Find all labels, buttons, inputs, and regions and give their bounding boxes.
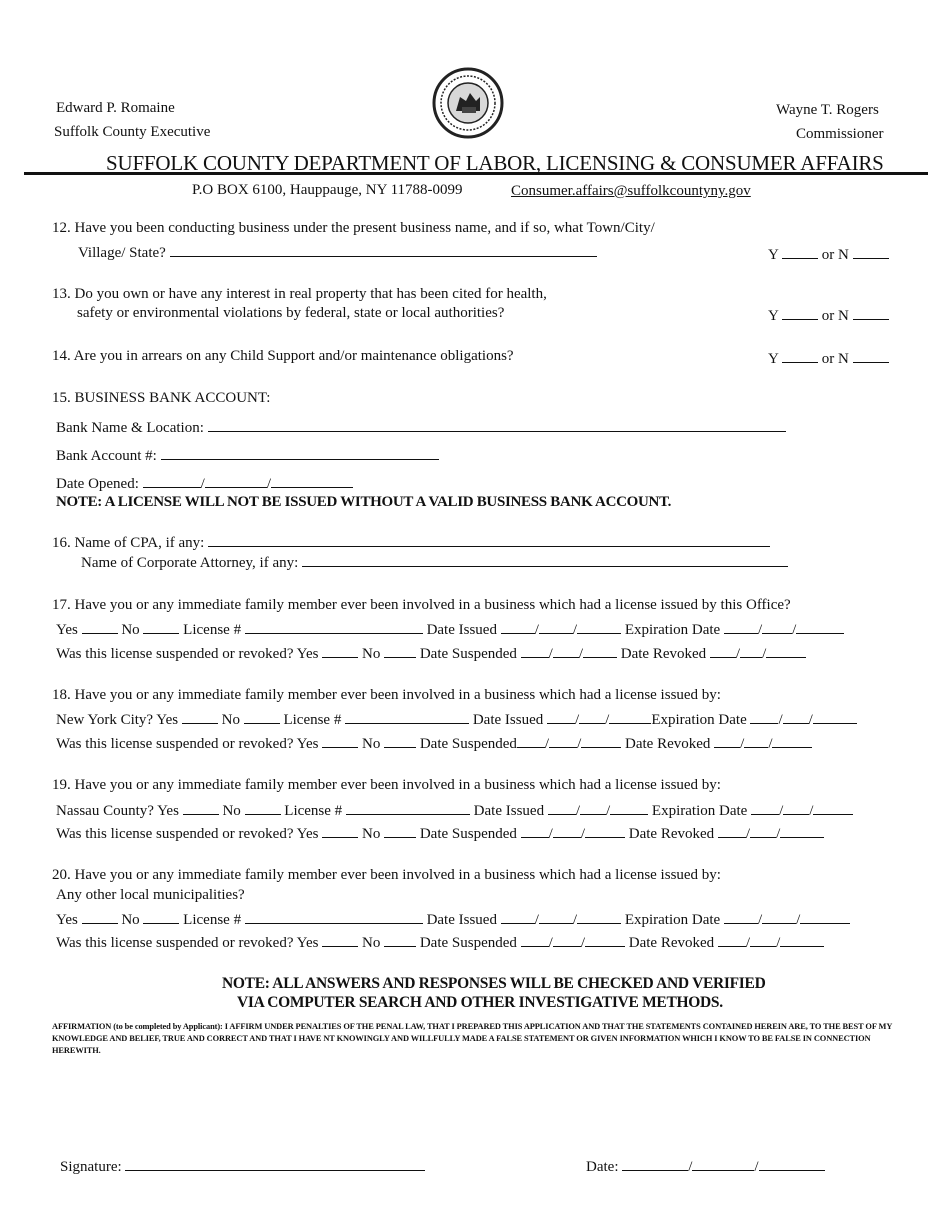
q20-suspended-row: Was this license suspended or revoked? Yes No Date Suspended / / Date Revoked / /	[56, 932, 824, 952]
question-17-text: 17. Have you or any immediate family member ever been involved in a business which had a license issued by this Office?	[52, 597, 791, 613]
signature-row: Signature:	[60, 1156, 425, 1176]
q20-yes-field[interactable]	[82, 909, 118, 924]
q13-yes-field[interactable]	[782, 305, 818, 320]
question-20-text: 20. Have you or any immediate family member ever been involved in a business which had a license issued by:	[52, 867, 721, 883]
q19-rev-month[interactable]	[718, 823, 746, 838]
q17-exp-month[interactable]	[724, 619, 758, 634]
q19-issued-year[interactable]	[610, 800, 648, 815]
q14-yes-field[interactable]	[782, 348, 818, 363]
q17-no-field[interactable]	[143, 619, 179, 634]
q20-exp-month[interactable]	[724, 909, 758, 924]
q19-yes-field[interactable]	[183, 800, 219, 815]
q17-issued-month[interactable]	[501, 619, 535, 634]
bank-name-field[interactable]	[208, 417, 786, 432]
q20-susp-month[interactable]	[521, 932, 549, 947]
q18-susp-yes-field[interactable]	[322, 733, 358, 748]
question-12-yn: Y or N	[768, 244, 889, 264]
q20-issued-year[interactable]	[577, 909, 621, 924]
q19-exp-month[interactable]	[751, 800, 779, 815]
department-address: P.O BOX 6100, Hauppauge, NY 11788-0099	[192, 182, 463, 198]
signature-field[interactable]	[125, 1156, 425, 1171]
county-executive-name: Edward P. Romaine	[56, 100, 175, 116]
q20-no-field[interactable]	[143, 909, 179, 924]
q20-issued-month[interactable]	[501, 909, 535, 924]
bank-account-row: Bank Account #:	[56, 445, 439, 465]
date-opened-day[interactable]	[205, 473, 267, 488]
q19-rev-year[interactable]	[780, 823, 824, 838]
cpa-field[interactable]	[208, 532, 770, 547]
q17-license-row: Yes No License # Date Issued / / Expiration Date / /	[56, 619, 844, 639]
date-opened-year[interactable]	[271, 473, 353, 488]
date-opened-row: Date Opened: / /	[56, 473, 353, 493]
q19-susp-no-field[interactable]	[384, 823, 416, 838]
q19-susp-yes-field[interactable]	[322, 823, 358, 838]
q18-yes-field[interactable]	[182, 709, 218, 724]
question-13-yn: Y or N	[768, 305, 889, 325]
bank-account-note: NOTE: A LICENSE WILL NOT BE ISSUED WITHOUT A VALID BUSINESS BANK ACCOUNT.	[56, 494, 672, 510]
q17-susp-year[interactable]	[583, 643, 617, 658]
question-12-location: Village/ State?	[78, 242, 597, 262]
county-seal-icon	[432, 67, 504, 139]
q17-yes-field[interactable]	[82, 619, 118, 634]
question-18-text: 18. Have you or any immediate family member ever been involved in a business which had a license issued by:	[52, 687, 721, 703]
question-15-title: 15. BUSINESS BANK ACCOUNT:	[52, 390, 271, 406]
question-13-text-2: safety or environmental violations by federal, state or local authorities?	[77, 305, 505, 321]
attorney-row: Name of Corporate Attorney, if any:	[81, 552, 788, 572]
date-row: Date: / /	[586, 1156, 825, 1176]
verification-note-line1: NOTE: ALL ANSWERS AND RESPONSES WILL BE CHECKED AND VERIFIED	[222, 975, 766, 992]
header-rule	[24, 172, 928, 175]
q19-exp-day[interactable]	[783, 800, 809, 815]
department-email[interactable]: Consumer.affairs@suffolkcountyny.gov	[511, 183, 751, 199]
q17-susp-day[interactable]	[553, 643, 579, 658]
q18-exp-month[interactable]	[750, 709, 778, 724]
sign-date-month[interactable]	[622, 1156, 688, 1171]
q12-no-field[interactable]	[853, 244, 889, 259]
county-executive-title: Suffolk County Executive	[54, 124, 211, 140]
q18-exp-day[interactable]	[783, 709, 809, 724]
q20-issued-day[interactable]	[539, 909, 573, 924]
location-field[interactable]	[170, 242, 597, 257]
q20-rev-day[interactable]	[750, 932, 776, 947]
q20-license-field[interactable]	[245, 909, 423, 924]
q13-no-field[interactable]	[853, 305, 889, 320]
q18-no-field[interactable]	[244, 709, 280, 724]
q19-license-field[interactable]	[346, 800, 470, 815]
question-14-text: 14. Are you in arrears on any Child Support and/or maintenance obligations?	[52, 348, 514, 364]
q18-susp-year[interactable]	[581, 733, 621, 748]
q19-rev-day[interactable]	[750, 823, 776, 838]
q18-issued-day[interactable]	[579, 709, 605, 724]
q19-exp-year[interactable]	[813, 800, 853, 815]
department-title: SUFFOLK COUNTY DEPARTMENT OF LABOR, LICENSING & CONSUMER AFFAIRS	[106, 151, 884, 175]
commissioner-name: Wayne T. Rogers	[776, 102, 879, 118]
q17-rev-day[interactable]	[740, 643, 762, 658]
question-19-text: 19. Have you or any immediate family member ever been involved in a business which had a license issued by:	[52, 777, 721, 793]
q18-license-field[interactable]	[345, 709, 469, 724]
question-13-text: 13. Do you own or have any interest in real property that has been cited for health,	[52, 286, 547, 302]
q18-issued-year[interactable]	[609, 709, 651, 724]
q20-susp-no-field[interactable]	[384, 932, 416, 947]
q17-susp-no-field[interactable]	[384, 643, 416, 658]
sign-date-day[interactable]	[692, 1156, 754, 1171]
q19-issued-day[interactable]	[580, 800, 606, 815]
q17-rev-month[interactable]	[710, 643, 736, 658]
commissioner-title: Commissioner	[796, 126, 884, 142]
q18-issued-month[interactable]	[547, 709, 575, 724]
q17-rev-year[interactable]	[766, 643, 806, 658]
q20-susp-day[interactable]	[553, 932, 581, 947]
question-14-yn: Y or N	[768, 348, 889, 368]
q19-suspended-row: Was this license suspended or revoked? Yes No Date Suspended / / Date Revoked / /	[56, 823, 824, 843]
q18-susp-day[interactable]	[549, 733, 577, 748]
q20-susp-yes-field[interactable]	[322, 932, 358, 947]
sign-date-year[interactable]	[759, 1156, 825, 1171]
bank-account-field[interactable]	[161, 445, 439, 460]
q14-no-field[interactable]	[853, 348, 889, 363]
q17-susp-yes-field[interactable]	[322, 643, 358, 658]
q18-license-row: New York City? Yes No License # Date Issued / / Expiration Date / /	[56, 709, 857, 729]
q18-rev-day[interactable]	[744, 733, 768, 748]
bank-name-row: Bank Name & Location:	[56, 417, 786, 437]
q18-susp-no-field[interactable]	[384, 733, 416, 748]
q19-no-field[interactable]	[245, 800, 281, 815]
q17-susp-month[interactable]	[521, 643, 549, 658]
q17-suspended-row: Was this license suspended or revoked? Yes No Date Suspended / / Date Revoked / /	[56, 643, 806, 663]
verification-note-line2: VIA COMPUTER SEARCH AND OTHER INVESTIGATIVE METHODS.	[237, 994, 723, 1011]
attorney-field[interactable]	[302, 552, 788, 567]
cpa-row: 16. Name of CPA, if any:	[52, 532, 770, 552]
q17-exp-day[interactable]	[762, 619, 792, 634]
q20-exp-day[interactable]	[762, 909, 796, 924]
q19-susp-day[interactable]	[553, 823, 581, 838]
q12-yes-field[interactable]	[782, 244, 818, 259]
q17-exp-year[interactable]	[796, 619, 844, 634]
q18-susp-month[interactable]	[517, 733, 545, 748]
q17-issued-day[interactable]	[539, 619, 573, 634]
q18-exp-year[interactable]	[813, 709, 857, 724]
q18-rev-month[interactable]	[714, 733, 740, 748]
q20-rev-year[interactable]	[780, 932, 824, 947]
affirmation-text: AFFIRMATION (to be completed by Applicant): I AFFIRM UNDER PENALTIES OF THE PENAL LAW, THAT I PREPARED THIS APPLICATION AND THAT THE STATEMENTS CONTAINED HEREIN ARE, TO THE BEST OF MY KNOWLEDGE AND BELIEF, TRUE AND CORRECT AND THAT I HAVE NT KNOWINGLY AND WILLFULLY MADE A FALSE STATEMENT OR GIVEN INFORMATION WHICH I KNOW TO BE FALSE IN CONNECTION HEREWITH.	[52, 1022, 892, 1055]
q20-susp-year[interactable]	[585, 932, 625, 947]
date-opened-month[interactable]	[143, 473, 201, 488]
question-12-text: 12. Have you been conducting business under the present business name, and if so, what Town/City/	[52, 220, 655, 236]
q17-issued-year[interactable]	[577, 619, 621, 634]
question-20-text-2: Any other local municipalities?	[56, 887, 245, 903]
q18-suspended-row: Was this license suspended or revoked? Yes No Date Suspended / / Date Revoked / /	[56, 733, 812, 753]
q20-exp-year[interactable]	[800, 909, 850, 924]
q19-susp-month[interactable]	[521, 823, 549, 838]
q20-rev-month[interactable]	[718, 932, 746, 947]
q19-issued-month[interactable]	[548, 800, 576, 815]
q19-susp-year[interactable]	[585, 823, 625, 838]
q19-license-row: Nassau County? Yes No License # Date Issued / / Expiration Date / /	[56, 800, 853, 820]
q18-rev-year[interactable]	[772, 733, 812, 748]
q17-license-field[interactable]	[245, 619, 423, 634]
q20-license-row: Yes No License # Date Issued / / Expiration Date / /	[56, 909, 850, 929]
